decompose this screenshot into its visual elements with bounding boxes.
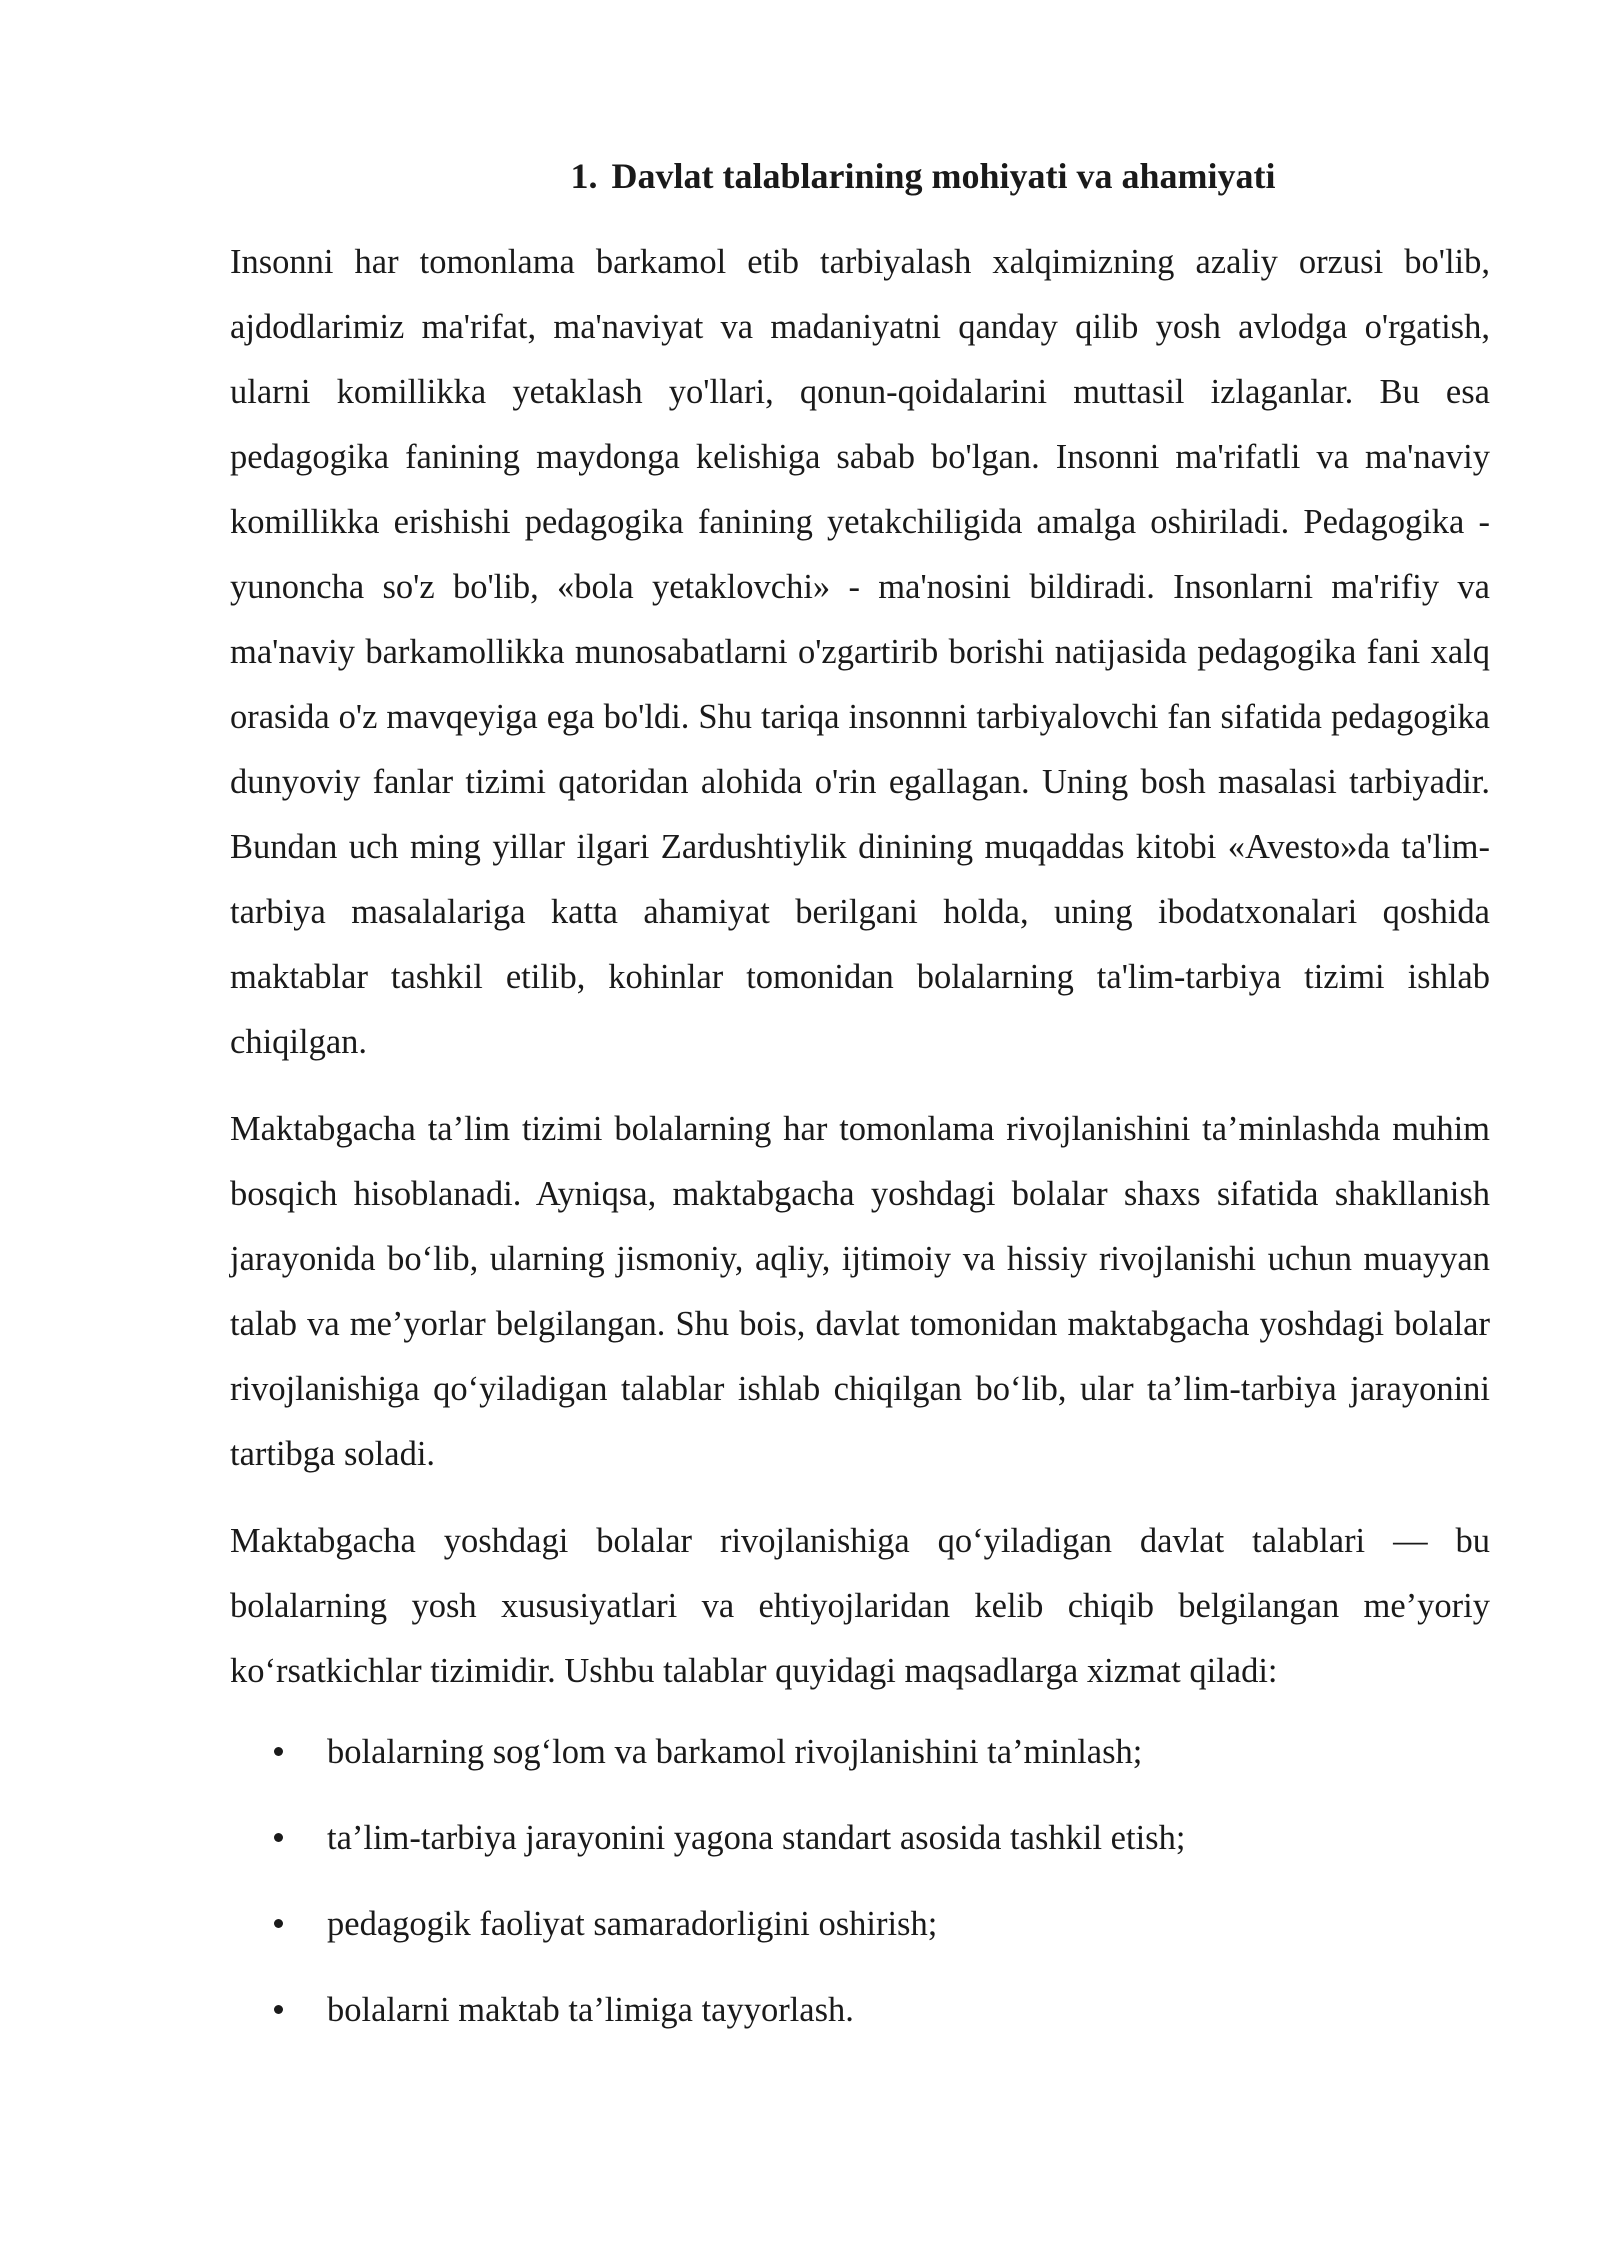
list-item-text: bolalarning sog‘lom va barkamol rivojlanishini ta’minlash; — [327, 1733, 1143, 1771]
heading-number: 1. — [570, 156, 598, 196]
paragraph-preschool-system: Maktabgacha ta’lim tizimi bolalarning har tomonlama rivojlanishini ta’minlashda muhim bosqich hisoblanadi. Ayniqsa, maktabgacha yoshdagi bolalar shaxs sifatida shakllanish jarayonida bo‘lib, ularning jismoniy, aqliy, ijtimoiy va hissiy rivojlanishi uchun muayyan talab va me’yorlar belgilangan. Shu bois, davlat tomonidan maktabgacha yoshdagi bolalar rivojlanishiga qo‘yiladigan talablar ishlab chiqilgan bo‘lib, ular ta’lim-tarbiya jarayonini tartibga soladi. — [230, 1110, 1490, 1473]
goals-list — [230, 1726, 1490, 2036]
section-heading — [230, 150, 1490, 202]
bullet-icon — [274, 1919, 283, 1928]
heading-title: Davlat talablarining mohiyati va ahamiyati — [611, 156, 1276, 196]
bullet-icon — [274, 1833, 283, 1842]
paragraph-history: Insonni har tomonlama barkamol etib tarbiyalash xalqimizning azaliy orzusi bo'lib, ajdodlarimiz ma'rifat, ma'naviyat va madaniyatni qanday qilib yosh avlodga o'rgatish, ularni komillikka yetaklash yo'llari, qonun-qoidalarini muttasil izlaganlar. Bu esa pedagogika fanining maydonga kelishiga sabab bo'lgan. Insonni ma'rifatli va ma'naviy komillikka erishishi pedagogika fanining yetakchiligida amalga oshiriladi. Pedagogika - yunoncha so'z bo'lib, «bola yetaklovchi» - ma'nosini bildiradi. Insonlarni ma'rifiy va ma'naviy barkamollikka munosabatlarni o'zgartirib borishi natijasida pedagogika fani xalq orasida o'z mavqeyiga ega bo'ldi. Shu tariqa insonnni tarbiyalovchi fan sifatida pedagogika dunyoviy fanlar tizimi qatoridan alohida o'rin egallagan. Uning bosh masalasi tarbiyadir. Bundan uch ming yillar ilgari Zardushtiylik dinining muqaddas kitobi «Avesto»da ta'lim-tarbiya masalalariga katta ahamiyat berilgani holda, uning ibodatxonalari qoshida maktablar tashkil etilib, kohinlar tomonidan bolalarning ta'lim-tarbiya tizimi ishlab chiqilgan. — [230, 243, 1490, 1061]
document-page — [230, 150, 1490, 2070]
paragraph-state-requirements: Maktabgacha yoshdagi bolalar rivojlanishiga qo‘yiladigan davlat talablari — bu bolalarning yosh xususiyatlari va ehtiyojlaridan kelib chiqib belgilangan me’yoriy ko‘rsatkichlar tizimidir. Ushbu talablar quyidagi maqsadlarga xizmat qiladi: — [230, 1522, 1490, 1690]
list-item-text: pedagogik faoliyat samaradorligini oshirish; — [327, 1905, 938, 1943]
list-item-text: ta’lim-tarbiya jarayonini yagona standart asosida tashkil etish; — [327, 1819, 1186, 1857]
list-item — [230, 1898, 1490, 1950]
list-item — [230, 1726, 1490, 1778]
list-item-text: bolalarni maktab ta’limiga tayyorlash. — [327, 1991, 854, 2029]
bullet-icon — [274, 2005, 283, 2014]
list-item — [230, 1984, 1490, 2036]
list-item — [230, 1812, 1490, 1864]
bullet-icon — [274, 1747, 283, 1756]
